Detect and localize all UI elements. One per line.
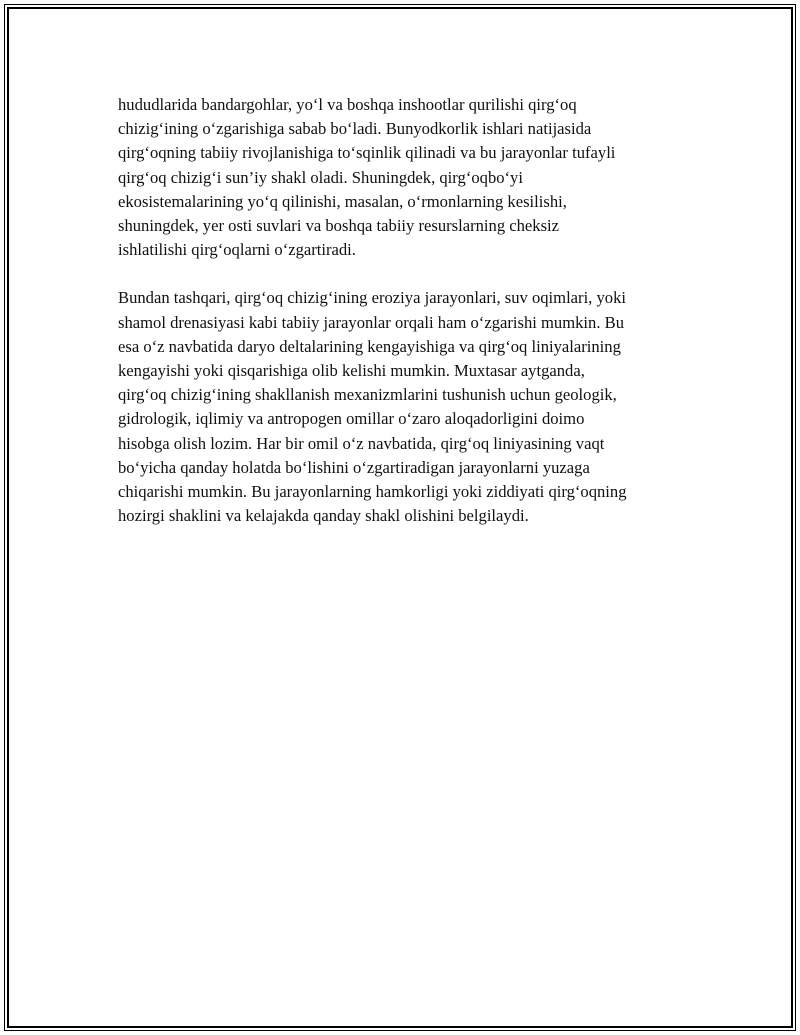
paragraph-2: Bundan tashqari, qirg‘oq chizig‘ining eroziya jarayonlari, suv oqimlari, yoki shamol drenasiyasi kabi tabiiy jarayonlar orqali ham o‘zgarishi mumkin. Bu esa o‘z navbatida daryo deltalarining kengayishiga va qirg‘oq liniyalarining kengayishi yoki qisqarishiga olib kelishi mumkin. Muxtasar aytganda, qirg‘oq chizig‘ining shakllanish mexanizmlarini tushunish uchun geologik, gidrologik, iqlimiy va antropogen omillar o‘zaro aloqadorligini doimo hisobga olish lozim. Har bir omil o‘z navbatida, qirg‘oq liniyasining vaqt bo‘yicha qanday holatda bo‘lishini o‘zgartiradigan jarayonlarni yuzaga chiqarishi mumkin. Bu jarayonlarning hamkorligi yoki ziddiyati qirg‘oqning hozirgi shaklini va kelajakda qanday shakl olishini belgilaydi. [118,288,627,526]
document-body [118,93,698,552]
paragraph-1: hududlarida bandargohlar, yo‘l va boshqa inshootlar qurilishi qirg‘oq chizig‘ining o‘zgarishiga sabab bo‘ladi. Bunyodkorlik ishlari natijasida qirg‘oqning tabiiy rivojlanishiga to‘sqinlik qilinadi va bu jarayonlar tufayli qirg‘oq chizig‘i sun’iy shakl oladi. Shuningdek, qirg‘oqbo‘yi ekosistemalarining yo‘q qilinishi, masalan, o‘rmonlarning kesilishi, shuningdek, yer osti suvlari va boshqa tabiiy resurslarning cheksiz ishlatilishi qirg‘oqlarni o‘zgartiradi. [118,95,616,260]
